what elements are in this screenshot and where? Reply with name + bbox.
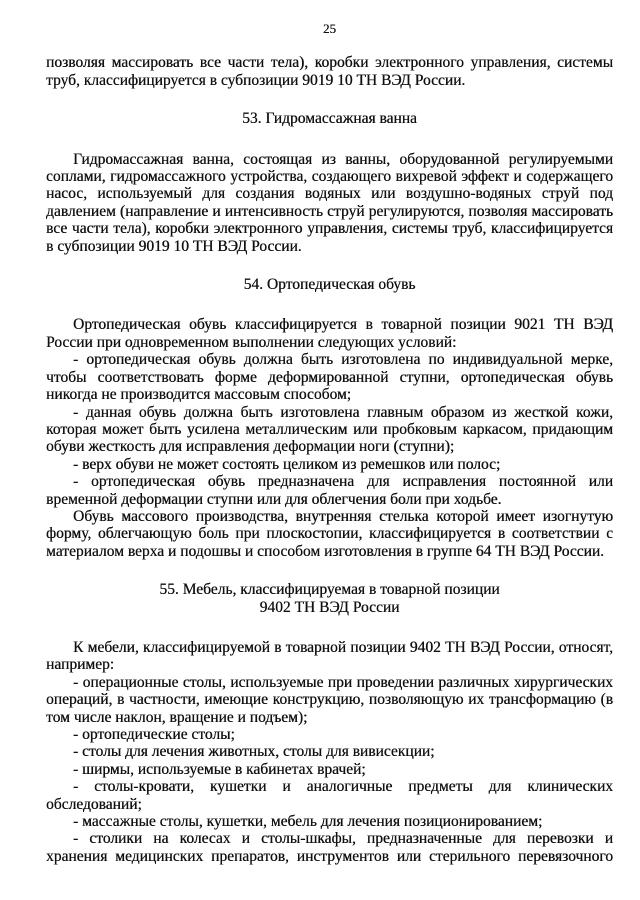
list-item: - верх обуви не может состоять целиком из ремешков или полос; (73, 455, 501, 473)
list-item: - столы-кровати, кушетки и аналогичные предметы для клинических обследований; (46, 778, 613, 813)
document-body (46, 54, 613, 865)
list-item: - ортопедическая обувь должна быть изготовлена по индивидуальной мерке, чтобы соответствовать форме деформированной ступни, ортопедическая обувь никогда не производится массовым способом; (46, 351, 613, 404)
section-heading (46, 581, 613, 616)
section-heading-line: 55. Мебель, классифицируемая в товарной позиции (159, 581, 500, 599)
list-item: - массажные столы, кушетки, мебель для лечения позиционированием; (73, 813, 543, 831)
paragraph: К мебели, классифицируемой в товарной позиции 9402 ТН ВЭД России, относят, например: (46, 638, 613, 674)
list-item: - ортопедические столы; (73, 726, 235, 743)
paragraph: позволяя массировать все части тела), коробки электронного управления, системы труб, классифицируется в субпозиции 9019 10 ТН ВЭД России. (46, 54, 613, 89)
list-item: - столики на колесах и столы-шкафы, предназначенные для перевозки и хранения медицинских препаратов, инструментов или стерильного перевязочного (46, 830, 613, 865)
section-heading-line: 9402 ТН ВЭД России (259, 598, 400, 616)
list-item: - ортопедическая обувь предназначена для исправления постоянной или временной деформации ступни или для облегчения боли при ходьбе. (46, 473, 613, 508)
list-item: - данная обувь должна быть изготовлена главным образом из жесткой кожи, которая может быть усилена металлическим или пробковым каркасом, придающим обуви жесткость для исправления деформации ноги (ступни); (46, 403, 613, 456)
section-heading-line: 53. Гидромассажная ванна (242, 110, 417, 128)
section-heading (46, 110, 613, 127)
paragraph: Обувь массового производства, внутренняя стелька которой имеет изогнутую форму, облегчающую боль при плоскостопии, классифицируется в соответствии с материалом верха и подошвы и способом изготовления в группе 64 ТН ВЭД России. (46, 507, 613, 560)
section-heading-line: 54. Ортопедическая обувь (243, 276, 416, 294)
list-item: - столы для лечения животных, столы для вивисекции; (73, 743, 435, 761)
section-heading (46, 276, 613, 293)
list-item: - операционные столы, используемые при проведении различных хирургических операций, в частности, имеющие конструкцию, позволяющую их трансформацию (в том числе наклон, вращение и подъем); (46, 673, 613, 726)
list-item: - ширмы, используемые в кабинетах врачей; (73, 760, 366, 778)
page-number: 25 (323, 21, 336, 36)
paragraph: Гидромассажная ванна, состоящая из ванны, оборудованной регулируемыми соплами, гидромассажного устройства, создающего вихревой эффект и содержащего насос, используемый для создания водяных или воздушно-водяных струй под давлением (направление и интенсивность струй регулируются, позволяя массировать все части тела), коробки электронного управления, системы труб, классифицируется в субпозиции 9019 10 ТН ВЭД России. (46, 150, 613, 255)
paragraph: Ортопедическая обувь классифицируется в товарной позиции 9021 ТН ВЭД России при одновременном выполнении следующих условий: (46, 316, 613, 351)
